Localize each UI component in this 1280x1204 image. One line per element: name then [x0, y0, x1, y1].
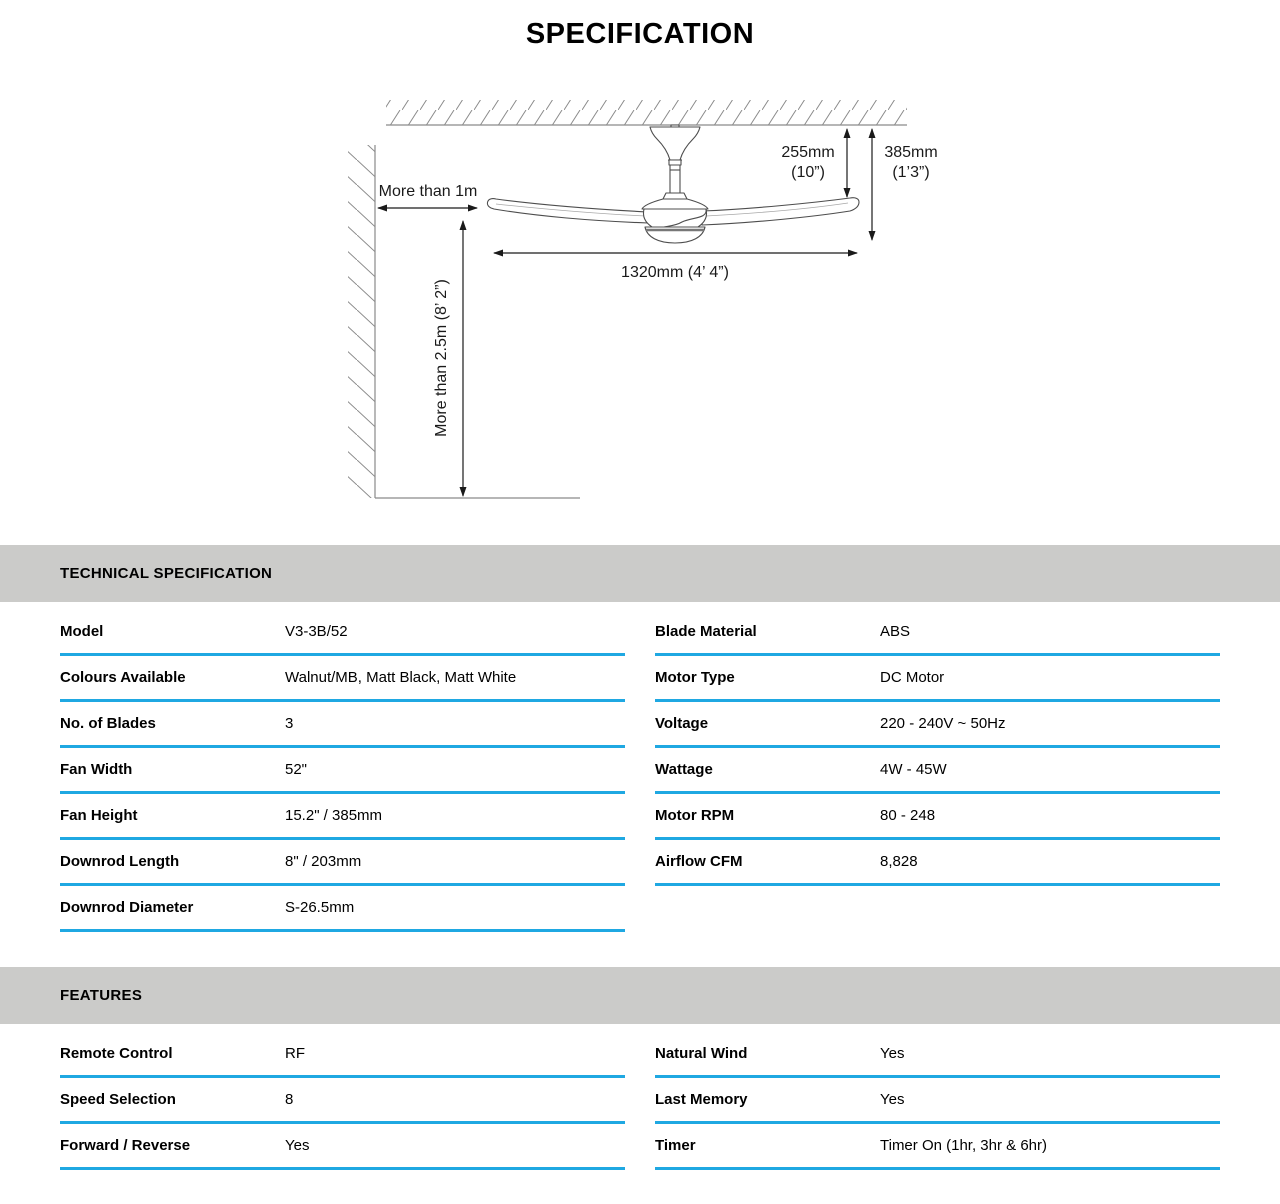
ceiling-fan-illustration [487, 125, 859, 243]
spec-value: DC Motor [880, 669, 945, 686]
spec-label: Fan Height [60, 807, 138, 824]
spec-value: 8" / 203mm [285, 853, 362, 870]
table-row [60, 656, 625, 702]
spec-value: 3 [285, 715, 294, 732]
dim-total-height: 385mm [884, 144, 938, 161]
spec-value: ABS [880, 623, 911, 640]
spec-label: Forward / Reverse [60, 1137, 191, 1154]
table-row [655, 840, 1220, 886]
table-row [60, 840, 625, 886]
table-row [655, 1124, 1220, 1170]
spec-label: Downrod Diameter [60, 899, 194, 916]
table-row [60, 610, 625, 656]
spec-value: Yes [285, 1137, 310, 1154]
spec-value: 52" [285, 761, 308, 778]
technical-specification-heading: TECHNICAL SPECIFICATION [60, 565, 273, 582]
features-bar [0, 967, 1280, 1024]
table-row [655, 656, 1220, 702]
spec-value: V3-3B/52 [285, 623, 348, 640]
table-row [60, 794, 625, 840]
dim-blade-span: 1320mm (4’ 4”) [621, 264, 729, 281]
spec-label: Colours Available [60, 669, 186, 686]
spec-label: Natural Wind [655, 1045, 748, 1062]
table-row [60, 1032, 625, 1078]
spec-value: 8 [285, 1091, 294, 1108]
table-row [655, 702, 1220, 748]
spec-value: Yes [880, 1091, 905, 1108]
technical-specification-bar [0, 545, 1280, 602]
fan-dimension-diagram [330, 85, 950, 515]
technical-spec-table-right [655, 610, 1220, 886]
features-table-left [60, 1032, 625, 1170]
table-row [655, 794, 1220, 840]
spec-label: Motor RPM [655, 807, 735, 824]
spec-value: S-26.5mm [285, 899, 355, 916]
table-row [655, 1078, 1220, 1124]
spec-label: Last Memory [655, 1091, 748, 1108]
page-title: SPECIFICATION [525, 18, 755, 50]
spec-value: 80 - 248 [880, 807, 936, 824]
table-row [60, 702, 625, 748]
spec-label: Downrod Length [60, 853, 180, 870]
spec-value: RF [285, 1045, 305, 1062]
spec-label: Wattage [655, 761, 713, 778]
spec-value: Walnut/MB, Matt Black, Matt White [285, 669, 517, 686]
table-row [60, 748, 625, 794]
spec-label: Voltage [655, 715, 709, 732]
features-heading: FEATURES [60, 987, 143, 1004]
spec-label: Timer [655, 1137, 696, 1154]
dim-ceiling-drop: 255mm [781, 144, 835, 161]
spec-label: No. of Blades [60, 715, 156, 732]
spec-label: Blade Material [655, 623, 757, 640]
technical-spec-table-left [60, 610, 625, 932]
spec-value: 15.2" / 385mm [285, 807, 383, 824]
table-row [60, 886, 625, 932]
spec-label: Airflow CFM [655, 853, 743, 870]
spec-label: Motor Type [655, 669, 735, 686]
dim-wall-clearance: More than 1m [378, 183, 478, 200]
spec-value: 4W - 45W [880, 761, 947, 778]
spec-value: 8,828 [880, 853, 918, 870]
table-row [60, 1078, 625, 1124]
dim-floor-clearance: More than 2.5m (8’ 2”) [433, 279, 450, 437]
table-row [655, 610, 1220, 656]
spec-label: Fan Width [60, 761, 133, 778]
dim-ceiling-drop-sub: (10”) [791, 164, 825, 181]
spec-label: Model [60, 623, 104, 640]
table-row [655, 1032, 1220, 1078]
spec-value: Yes [880, 1045, 905, 1062]
spec-value: Timer On (1hr, 3hr & 6hr) [880, 1137, 1047, 1154]
ceiling-hatching [386, 100, 907, 125]
spec-label: Remote Control [60, 1045, 173, 1062]
spec-label: Speed Selection [60, 1091, 176, 1108]
table-row [655, 748, 1220, 794]
table-row [60, 1124, 625, 1170]
dim-total-height-sub: (1’3”) [892, 164, 930, 181]
spec-value: 220 - 240V ~ 50Hz [880, 715, 1006, 732]
features-table-right [655, 1032, 1220, 1170]
